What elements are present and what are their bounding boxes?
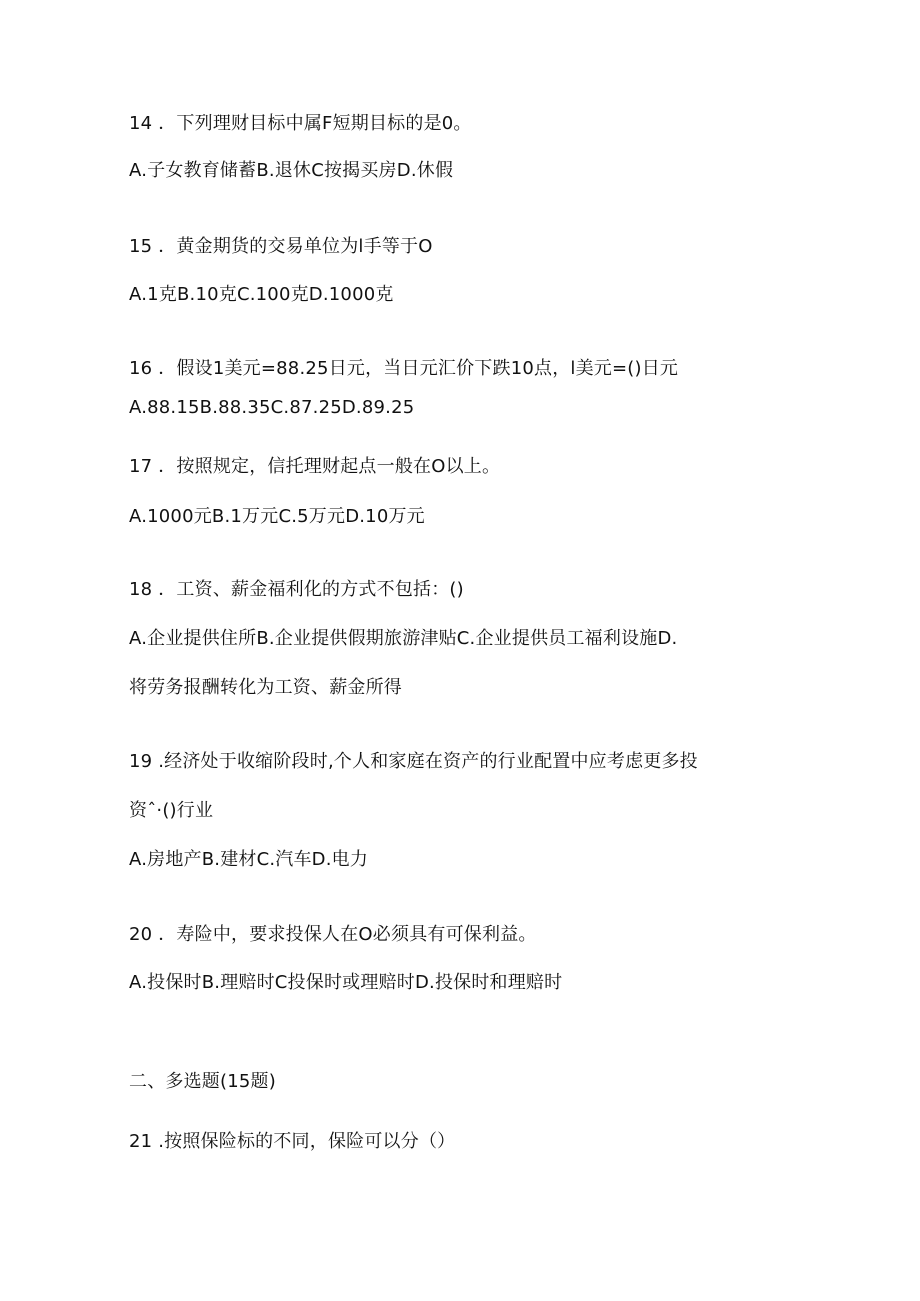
question-15: 15 ．黄金期货的交易单位为l手等于O (129, 236, 433, 257)
question-19-options: A.房地产B.建材C.汽车D.电力 (129, 849, 369, 870)
question-15-options: A.1克B.10克C.100克D.1000克 (129, 284, 394, 305)
question-19-continued: 资ˆ·()行业 (129, 800, 214, 821)
question-17: 17 ．按照规定，信托理财起点一般在O以上。 (129, 456, 501, 477)
question-21: 21 .按照保险标的不同，保险可以分（） (129, 1131, 456, 1152)
question-16-options: A.88.15B.88.35C.87.25D.89.25 (129, 397, 415, 418)
question-18-options-continued: 将劳务报酬转化为工资、薪金所得 (129, 677, 402, 698)
question-17-options: A.1000元B.1万元C.5万元D.10万元 (129, 506, 425, 527)
question-18-options: A.企业提供住所B.企业提供假期旅游津贴C.企业提供员工福利设施D. (129, 628, 678, 649)
question-20: 20 ．寿险中，要求投保人在O必须具有可保利益。 (129, 924, 537, 945)
question-18: 18 ．工资、薪金福利化的方式不包括：() (129, 579, 464, 600)
section-heading: 二、多选题(15题) (129, 1071, 276, 1092)
question-16: 16 ．假设1美元=88.25日元，当日元汇价下跌10点，l美元=()日元 (129, 358, 679, 379)
question-14: 14 ．下列理财目标中属F短期目标的是0。 (129, 113, 472, 134)
question-19: 19 .经济处于收缩阶段时,个人和家庭在资产的行业配置中应考虑更多投 (129, 751, 698, 772)
question-14-options: A.子女教育储蓄B.退休C按揭买房D.休假 (129, 160, 454, 181)
question-20-options: A.投保时B.理赔时C投保时或理赔时D.投保时和理赔时 (129, 972, 563, 993)
